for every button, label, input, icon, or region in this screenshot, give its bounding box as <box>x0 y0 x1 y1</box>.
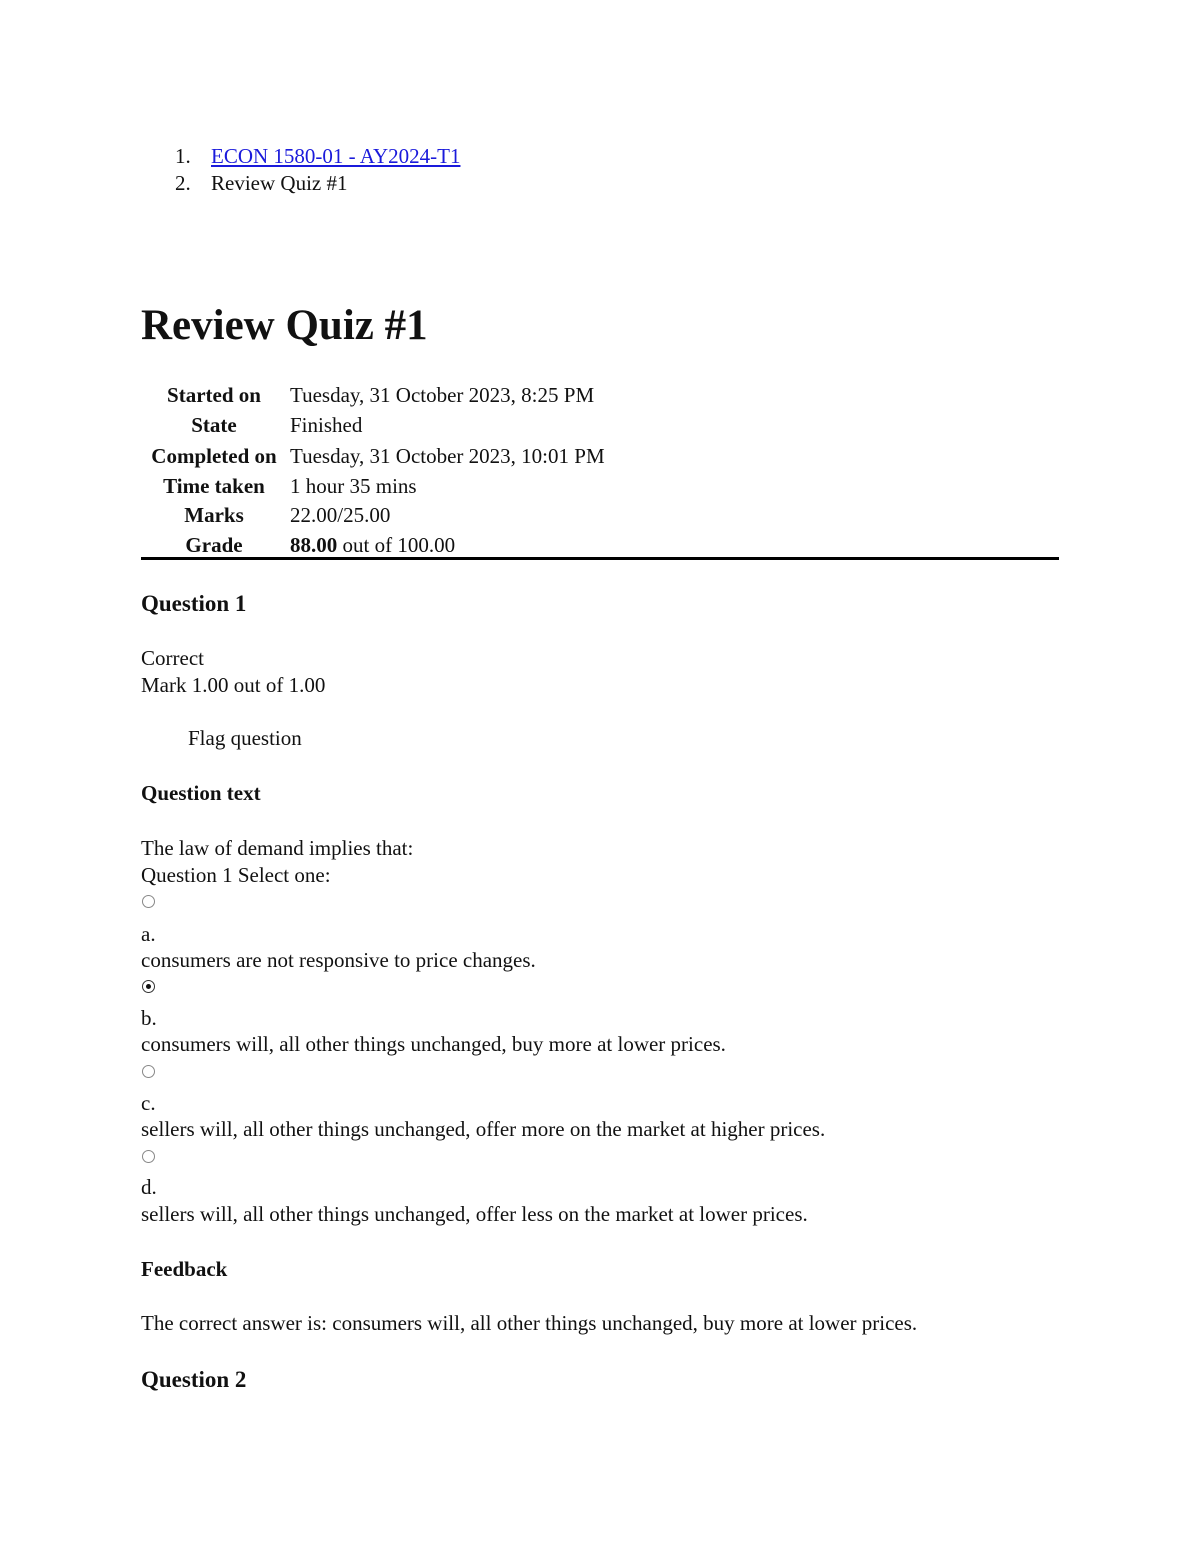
option-d-text: sellers will, all other things unchanged, offer less on the market at lower prices. <box>141 1202 808 1226</box>
summary-row-completed <box>141 441 1059 471</box>
feedback-text: The correct answer is: consumers will, all other things unchanged, buy more at lower prices. <box>141 1311 918 1335</box>
option-b-text: consumers will, all other things unchanged, buy more at lower prices. <box>141 1032 726 1056</box>
summary-divider <box>141 557 1059 560</box>
flag-question-button[interactable]: Flag question <box>188 726 302 750</box>
summary-label: Started on <box>167 383 261 407</box>
breadcrumb-number: 1. <box>175 144 191 168</box>
summary-value: 1 hour 35 mins <box>290 474 417 498</box>
summary-label: Marks <box>184 503 244 527</box>
option-c-radio[interactable] <box>142 1065 155 1078</box>
summary-label: Grade <box>185 533 243 557</box>
summary-row-grade <box>141 530 1059 560</box>
summary-row-started <box>141 380 1059 410</box>
option-d-radio[interactable] <box>142 1150 155 1163</box>
option-a-text: consumers are not responsive to price changes. <box>141 948 536 972</box>
summary-label: State <box>191 413 237 437</box>
breadcrumb-item <box>0 143 1200 170</box>
summary-label: Completed on <box>151 444 277 468</box>
question-status: Correct <box>141 646 204 670</box>
question-heading: Question 1 <box>141 591 247 616</box>
question-heading: Question 2 <box>141 1367 247 1392</box>
select-prompt: Question 1 Select one: <box>141 863 331 887</box>
breadcrumb-course-link[interactable]: ECON 1580-01 - AY2024-T1 <box>211 144 461 168</box>
question-text: The law of demand implies that: <box>141 836 414 860</box>
summary-value: 22.00/25.00 <box>290 503 391 527</box>
option-c-text: sellers will, all other things unchanged, offer more on the market at higher prices. <box>141 1117 826 1141</box>
summary-value: Tuesday, 31 October 2023, 10:01 PM <box>290 444 605 468</box>
grade-score: 88.00 <box>290 533 338 557</box>
option-a-radio[interactable] <box>142 895 155 908</box>
option-b-letter: b. <box>141 1006 157 1030</box>
option-c-letter: c. <box>141 1091 156 1115</box>
summary-value: Finished <box>290 413 363 437</box>
breadcrumb-item <box>0 170 1200 197</box>
summary-row-time-taken <box>141 471 1059 501</box>
breadcrumb-number: 2. <box>175 171 191 195</box>
question-mark: Mark 1.00 out of 1.00 <box>141 673 326 697</box>
summary-value: Tuesday, 31 October 2023, 8:25 PM <box>290 383 595 407</box>
feedback-heading: Feedback <box>141 1257 228 1281</box>
option-d-letter: d. <box>141 1175 157 1199</box>
summary-row-state <box>141 410 1059 440</box>
question-text-heading: Question text <box>141 781 261 805</box>
option-b-radio[interactable] <box>142 980 155 993</box>
option-a-letter: a. <box>141 922 156 946</box>
breadcrumb-current: Review Quiz #1 <box>211 171 348 195</box>
page-title: Review Quiz #1 <box>141 302 428 349</box>
summary-row-marks <box>141 500 1059 530</box>
summary-label: Time taken <box>163 474 265 498</box>
grade-suffix: out of 100.00 <box>337 533 456 557</box>
summary-value <box>290 530 455 560</box>
